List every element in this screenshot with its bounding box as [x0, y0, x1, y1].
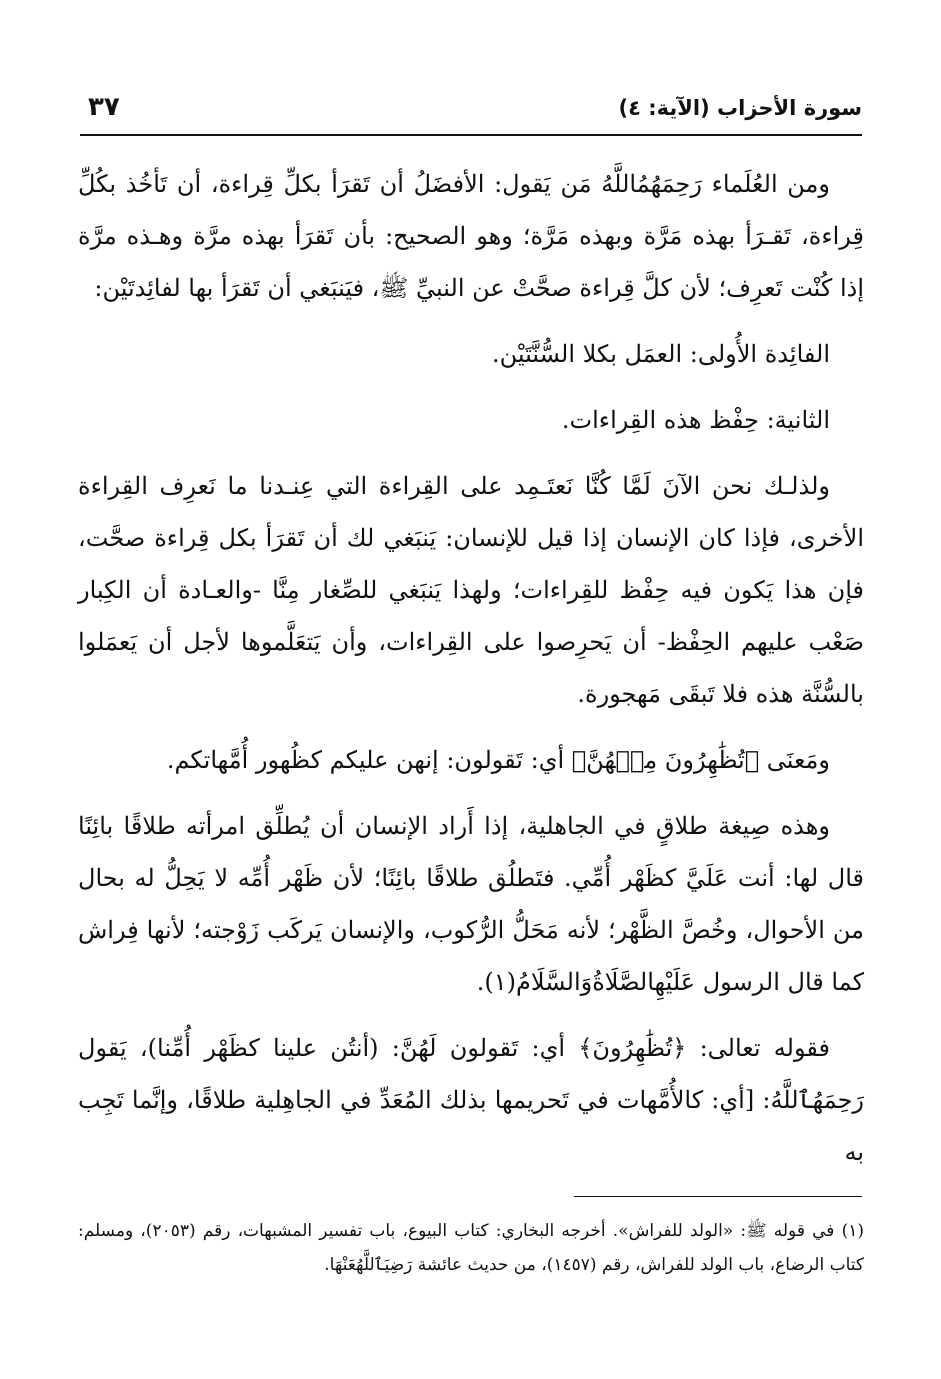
header-rule [80, 134, 862, 136]
paragraph-6: وهذه صِيغة طلاقٍ في الجاهلية، إذا أَراد الإنسان أن يُطلِّق امرأته طلاقًا بائِنًا قال لها: أنت عَلَيَّ كظَهْر أُمِّي. فتَطلُق طلاقًا بائِنًا؛ لأن ظَهْر أُمِّه لا يَحِلُّ له بحال من الأحوال، وخُصَّ الظَّهْر؛ لأنه مَحَلُّ الرُّكوب، والإنسان يَركَب زَوْجته؛ لأنها فِراش كما قال الرسول عَلَيْهِالصَّلَاةُوَالسَّلَامُ(١). [78, 812, 865, 996]
footnote [78, 1214, 864, 1282]
page-header [80, 92, 862, 136]
paragraph-4: ولذلـك نحن الآنَ لَمَّا كُنَّا نَعتَـمِد على القِراءة التي عِنـدنا ما نَعرِف القِراءة الأخرى، فإذا كان الإنسان إذا قيل للإنسان: يَنبَغي لك أن تَقرَأ بكل قِراءة صحَّت، فإن هذا يَكون فيه حِفْظ للقِراءات؛ ولهذا يَنبَغي للصِّغار مِنَّا -والعـادة أن الكِبار صَعْب عليهم الحِفْظ- أن يَحرِصوا على القِراءات، وأن يَتعَلَّموها لأجل أن يَعمَلوا بالسُّنَّة هذه فلا تَبقَى مَهجورة. [78, 472, 864, 708]
paragraph-5: ومَعنَى ﴿تُظَٰهِرُونَ مِنۡهُنَّ﴾ أي: تَقولون: إنهن عليكم كظُهور أُمَّهاتكم. [166, 746, 830, 774]
paragraph-7: فقوله تعالى: ﴿تُظَٰهِرُونَ﴾ أي: تَقولون لَهُنَّ: (أنتُن علينا كظَهْر أُمِّنا)، يَقول رَحِمَهُٱللَّهُ: [أي: كالأُمَّهات في تَحريمها بذلك المُعَدِّ في الجاهِلية طلاقًا، وإنَّما تَجِب به [78, 1034, 864, 1166]
page-number: ٣٧ [88, 92, 120, 122]
footnote-text: (١) في قوله ﷺ: «الولد للفراش». أخرجه البخاري: كتاب البيوع، باب تفسير المشبهات، رقم (٢٠٥٣)، ومسلم: كتاب الرضاع، باب الولد للفراش، رقم (١٤٥٧)، من حديث عائشة رَضِيَٱللَّهُعَنْهَا. [78, 1221, 864, 1275]
paragraph-1: ومن العُلَماء رَحِمَهُمُاللَّهُ مَن يَقول: الأفضَلُ أن تَقرَأ بكلِّ قِراءة، أن تَأخُذ بكُلِّ قِراءة، تَقـرَأ بهذه مَرَّة وبهذه مَرَّة؛ وهو الصحيح: بأن تَقرَأ بهذه مرَّة وهـذه مرَّة إذا كُنْت تَعرِف؛ لأن كلَّ قِراءة صحَّتْ عن النبيِّ ﷺ، فيَنبَغي أن تَقرَأ بها لفائِدتَيْن: [78, 170, 864, 302]
paragraph-2: الفائِدة الأُولى: العمَل بكلا السُّنَّتَيْن. [491, 340, 830, 368]
footnote-rule [574, 1196, 862, 1197]
body-text [78, 158, 864, 1192]
running-title: سورة الأحزاب (الآية: ٤) [618, 96, 862, 120]
paragraph-3: الثانية: حِفْظ هذه القِراءات. [561, 406, 830, 434]
